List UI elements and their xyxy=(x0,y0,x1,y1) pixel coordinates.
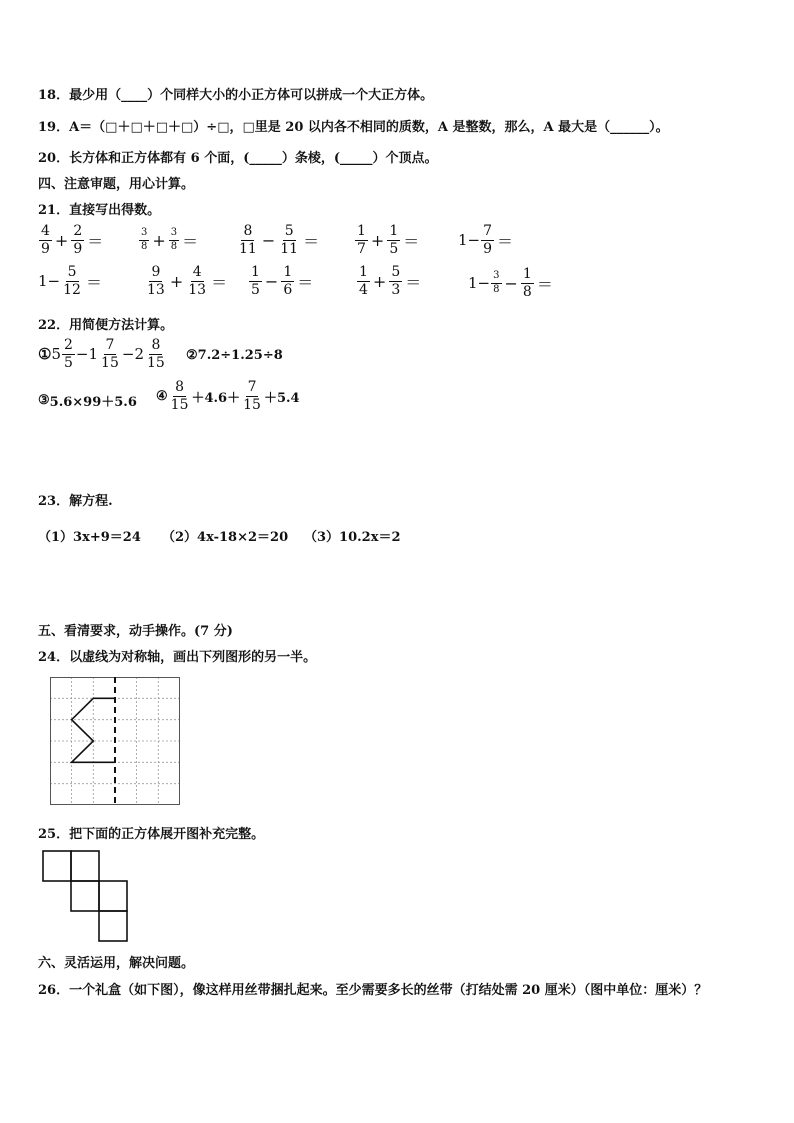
numerator: 8 xyxy=(151,337,161,353)
denominator: 6 xyxy=(283,281,293,298)
calc-item-2 xyxy=(138,228,200,252)
net-square xyxy=(99,881,127,911)
numerator: 1 xyxy=(359,264,368,280)
expression: 5.6×99＋5.6 xyxy=(49,395,137,410)
operator: + xyxy=(169,271,184,291)
cube-net-figure xyxy=(42,850,132,942)
equals-sign: ＝ xyxy=(297,272,314,292)
denominator: 9 xyxy=(41,240,50,257)
operator: + xyxy=(152,230,166,250)
question-19: 19．A＝（□＋□＋□＋□）÷□，□里是 20 以内各不相同的质数，A 是整数，那么，A 最大是（______）。 xyxy=(38,120,669,135)
whole-number: 5 xyxy=(51,345,61,364)
numerator: 7 xyxy=(105,337,115,353)
simplify-item-4 xyxy=(156,380,300,412)
denominator: 5 xyxy=(389,240,399,257)
numerator: 3 xyxy=(139,228,149,241)
equals-sign: ＝ xyxy=(405,272,422,292)
denominator: 5 xyxy=(251,281,260,298)
expression-tail: ＋5.4 xyxy=(263,390,300,406)
calc-item-4 xyxy=(354,224,421,256)
calc-item-8 xyxy=(248,265,315,297)
section-6-heading: 六、灵活运用，解决问题。 xyxy=(38,956,195,971)
question-26: 26．一个礼盒（如下图），像这样用丝带捆扎起来。至少需要多长的丝带（打结处需 20 厘米）（图中单位：厘米）？ xyxy=(38,983,708,998)
circled-number-1: ① xyxy=(38,345,52,364)
denominator: 8 xyxy=(522,283,532,300)
circled-number-4: ④ xyxy=(156,388,168,404)
equation-2: （2）4x-18×2＝20 xyxy=(162,530,289,545)
net-square xyxy=(71,881,99,911)
net-square xyxy=(99,911,127,941)
calc-item-5 xyxy=(458,224,515,256)
numerator: 7 xyxy=(247,379,257,395)
equals-sign: ＝ xyxy=(497,231,514,251)
numerator: 9 xyxy=(151,264,161,280)
denominator: 8 xyxy=(141,240,148,252)
numerator: 4 xyxy=(192,264,202,280)
numerator: 5 xyxy=(284,223,294,239)
denominator: 15 xyxy=(170,396,189,413)
denominator: 5 xyxy=(64,354,73,371)
expression: 7.2÷1.25÷8 xyxy=(197,348,283,363)
net-square xyxy=(71,851,99,881)
calc-item-9 xyxy=(356,265,423,297)
equals-sign: ＝ xyxy=(536,274,553,294)
denominator: 9 xyxy=(73,240,83,257)
numerator: 5 xyxy=(67,264,77,280)
simplify-item-1 xyxy=(38,338,168,370)
numerator: 2 xyxy=(64,337,73,353)
section-5-heading: 五、看清要求，动手操作。(7 分) xyxy=(38,624,233,639)
operator: − xyxy=(261,230,276,250)
numerator: 8 xyxy=(243,223,253,239)
calc-item-6 xyxy=(38,265,104,297)
denominator: 9 xyxy=(483,240,493,257)
section-4-heading: 四、注意审题，用心计算。 xyxy=(38,177,195,192)
question-22: 22．用简便方法计算。 xyxy=(38,318,174,333)
denominator: 15 xyxy=(243,396,261,413)
question-20: 20．长方体和正方体都有 6 个面，(_____）条棱，(_____）个顶点。 xyxy=(38,151,438,166)
operator: − xyxy=(264,271,279,291)
equals-sign: ＝ xyxy=(85,272,102,292)
denominator: 3 xyxy=(391,281,401,298)
calc-item-7 xyxy=(144,265,229,297)
operator: + xyxy=(54,230,69,250)
question-18: 18．最少用（____）个同样大小的小正方体可以拼成一个大正方体。 xyxy=(38,88,434,103)
equals-sign: ＝ xyxy=(403,231,420,251)
operator: − xyxy=(504,273,518,293)
equals-sign: ＝ xyxy=(182,231,199,251)
calc-item-1 xyxy=(38,224,105,256)
question-24: 24．以虚线为对称轴，画出下列图形的另一半。 xyxy=(38,650,317,665)
operator: −1 xyxy=(75,345,99,364)
prefix: 1− xyxy=(38,272,61,291)
denominator: 13 xyxy=(188,281,207,298)
numerator: 1 xyxy=(389,223,399,239)
calc-item-10 xyxy=(468,267,555,299)
denominator: 15 xyxy=(101,354,119,371)
equation-1: （1）3x+9＝24 xyxy=(38,530,141,545)
numerator: 2 xyxy=(73,223,83,239)
equals-sign: ＝ xyxy=(87,231,104,251)
numerator: 3 xyxy=(169,228,179,241)
expression-middle: ＋4.6＋ xyxy=(191,390,241,406)
question-21: 21．直接写出得数。 xyxy=(38,203,161,218)
denominator: 8 xyxy=(493,283,500,295)
numerator: 4 xyxy=(41,223,50,239)
circled-number-3: ③ xyxy=(38,393,50,408)
operator: −2 xyxy=(121,345,144,364)
denominator: 11 xyxy=(280,240,299,257)
calc-item-3 xyxy=(236,224,321,256)
simplify-item-3 xyxy=(38,391,137,410)
prefix: 1− xyxy=(458,231,481,250)
denominator: 12 xyxy=(63,281,81,298)
symmetry-grid-figure xyxy=(50,677,180,805)
simplify-item-2 xyxy=(186,348,283,363)
equals-sign: ＝ xyxy=(211,272,228,292)
numerator: 1 xyxy=(283,264,293,280)
equals-sign: ＝ xyxy=(303,231,320,251)
question-25: 25．把下面的正方体展开图补充完整。 xyxy=(38,827,265,842)
operator: + xyxy=(370,230,385,250)
numerator: 1 xyxy=(357,223,366,239)
numerator: 3 xyxy=(491,271,501,284)
operator: + xyxy=(372,271,387,291)
denominator: 7 xyxy=(357,240,366,257)
prefix: 1− xyxy=(468,274,491,293)
circled-number-2: ② xyxy=(186,348,198,363)
numerator: 7 xyxy=(483,223,493,239)
denominator: 13 xyxy=(147,281,165,298)
numerator: 5 xyxy=(391,264,401,280)
denominator: 15 xyxy=(147,354,165,371)
denominator: 4 xyxy=(359,281,368,298)
net-square xyxy=(43,851,71,881)
numerator: 8 xyxy=(175,379,185,395)
denominator: 8 xyxy=(170,240,178,252)
question-23: 23．解方程. xyxy=(38,494,113,509)
numerator: 1 xyxy=(522,266,532,282)
numerator: 1 xyxy=(251,264,260,280)
denominator: 11 xyxy=(239,240,257,257)
equation-3: （3）10.2x＝2 xyxy=(304,530,401,545)
